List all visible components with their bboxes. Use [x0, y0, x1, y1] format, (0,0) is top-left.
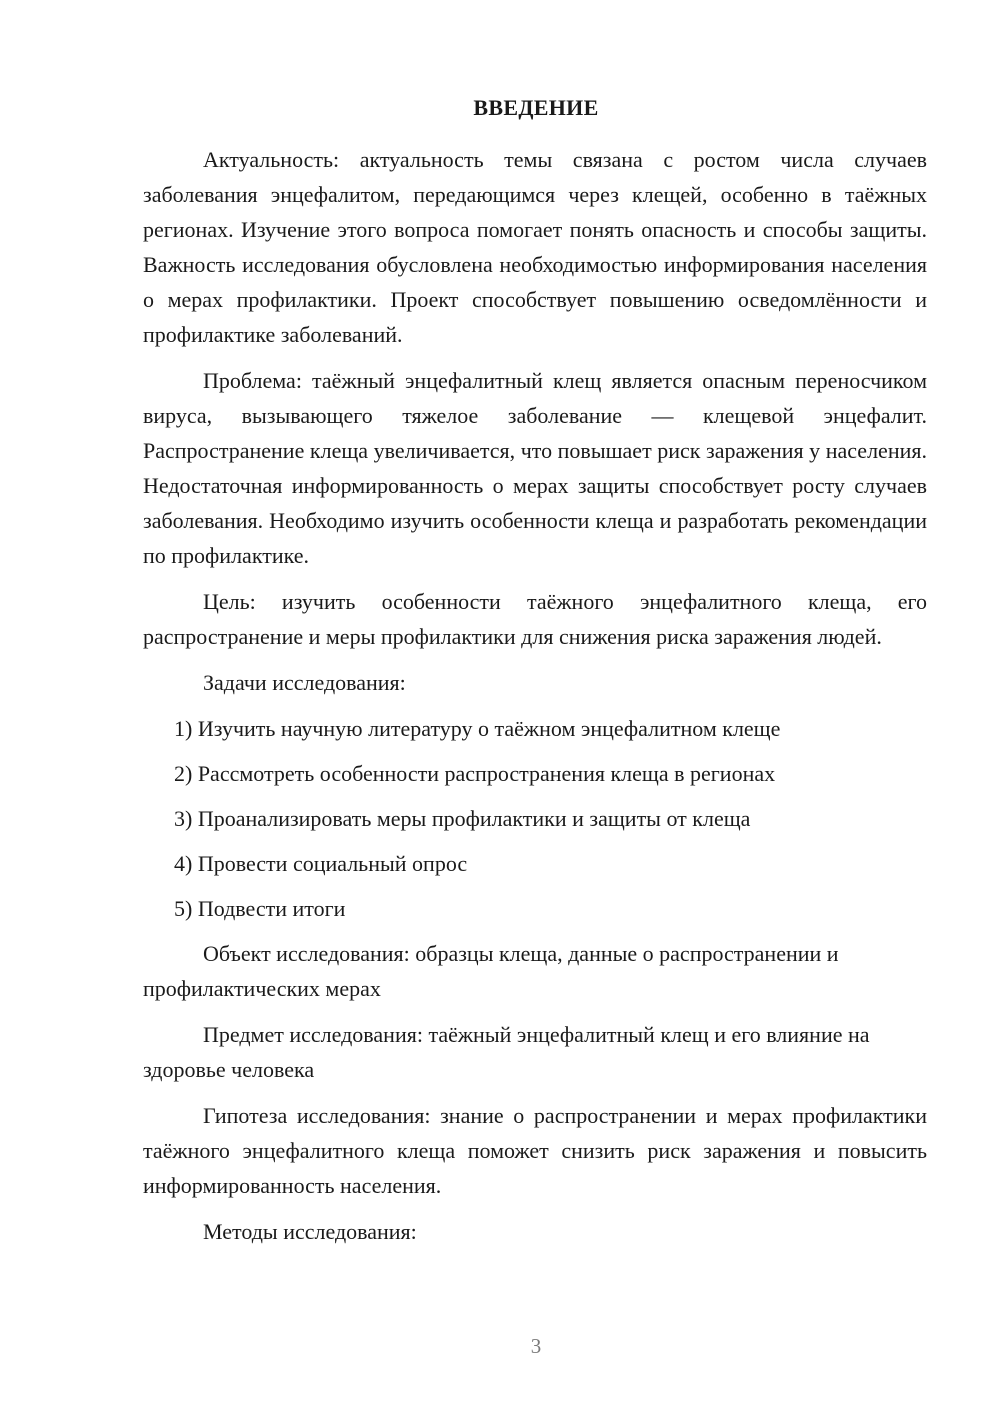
document-body — [143, 142, 927, 1260]
section-heading: ВВЕДЕНИЕ — [473, 95, 599, 120]
list-item: 1) Изучить научную литературу о таёжном энцефалитном клеще — [174, 716, 781, 741]
goal-paragraph: Цель: изучить особенности таёжного энцефалитного клеща, его распространение и меры профилактики для снижения риска заражения людей. — [143, 589, 927, 649]
list-item: 4) Провести социальный опрос — [174, 851, 468, 876]
subject-paragraph: Предмет исследования: таёжный энцефалитный клещ и его влияние на здоровье человека — [143, 1022, 870, 1082]
hypothesis-paragraph: Гипотеза исследования: знание о распространении и мерах профилактики таёжного энцефалитного клеща поможет снизить риск заражения и повысить информированность населения. — [143, 1103, 927, 1198]
relevance-paragraph: Актуальность: актуальность темы связана с ростом числа случаев заболевания энцефалитом, передающимся через клещей, особенно в таёжных регионах. Изучение этого вопроса помогает понять опасность и способы защиты. Важность исследования обусловлена необходимостью информирования населения о мерах профилактики. Проект способствует повышению осведомлённости и профилактике заболеваний. — [143, 147, 927, 347]
object-paragraph: Объект исследования: образцы клеща, данные о распространении и профилактических мерах — [143, 941, 839, 1001]
list-item: 2) Рассмотреть особенности распространения клеща в регионах — [174, 761, 776, 786]
problem-paragraph: Проблема: таёжный энцефалитный клещ является опасным переносчиком вируса, вызывающего тяжелое заболевание — клещевой энцефалит. Распространение клеща увеличивается, что повышает риск заражения у населения. Недостаточная информированность о мерах защиты способствует росту случаев заболевания. Необходимо изучить особенности клеща и разработать рекомендации по профилактике. — [143, 368, 927, 568]
page-number: 3 — [530, 1334, 542, 1358]
list-item: 5) Подвести итоги — [174, 896, 346, 921]
tasks-list — [143, 711, 927, 926]
tasks-title: Задачи исследования: — [203, 670, 406, 695]
methods-title: Методы исследования: — [203, 1219, 417, 1244]
list-item: 3) Проанализировать меры профилактики и защиты от клеща — [174, 806, 751, 831]
